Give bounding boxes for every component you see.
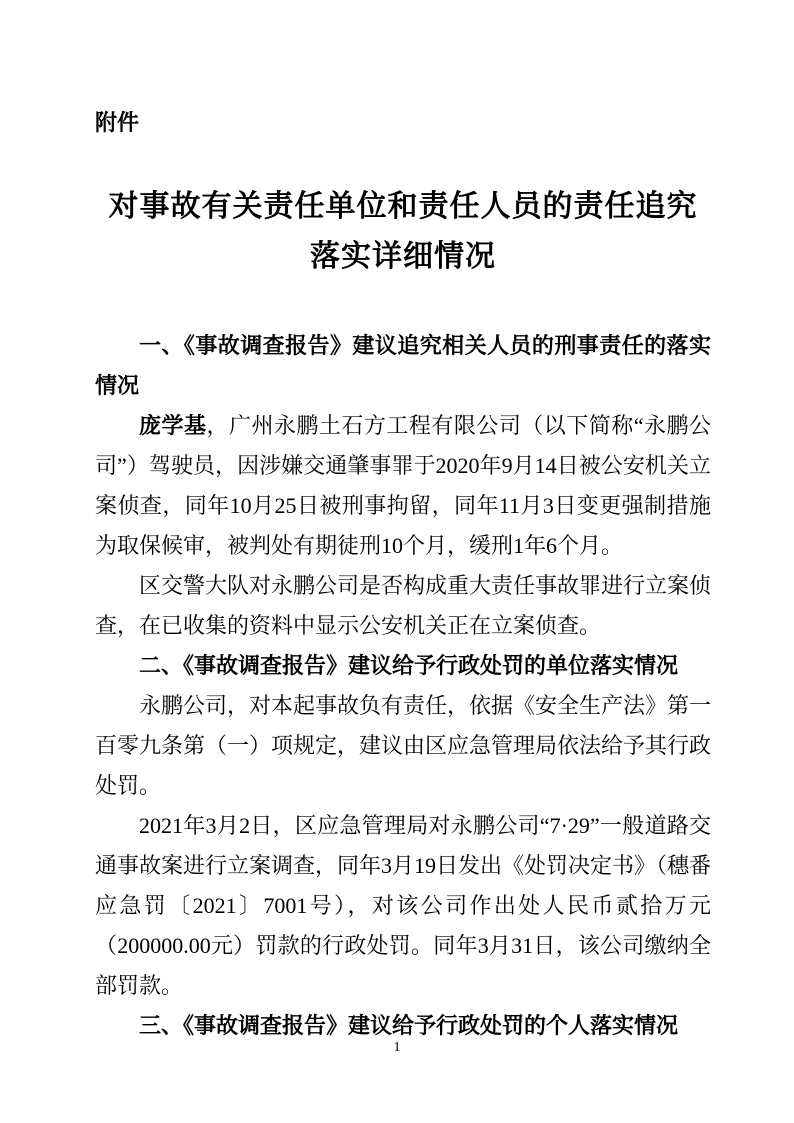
section2-paragraph2: 2021年3月2日，区应急管理局对永鹏公司“7·29”一般道路交通事故案进行立案调查，同年3月19日发出《处罚决定书》（穗番应急罚〔2021〕7001号），对该公司作出处人民币贰拾万元（200000.00元）罚款的行政处罚。同年3月31日，该公司缴纳全部罚款。 [95, 813, 712, 998]
section1-paragraph1-text: ，广州永鹏土石方工程有限公司（以下简称“永鹏公司”）驾驶员，因涉嫌交通肇事罪于2020年9月14日被公安机关立案侦查，同年10月25日被刑事拘留，同年11月3日变更强制措施为取保候审，被判处有期徒刑10个月，缓刑1年6个月。 [95, 413, 711, 558]
section1-paragraph2: 区交警大队对永鹏公司是否构成重大责任事故罪进行立案侦查，在已收集的资料中显示公安机关正在立案侦查。 [95, 573, 712, 638]
section2-heading: 二、《事故调查报告》建议给予行政处罚的单位落实情况 [139, 653, 679, 678]
document-title-line2: 落实详细情况 [310, 240, 496, 273]
person-name: 庞学基 [139, 413, 207, 438]
section1-heading: 一、《事故调查报告》建议追究相关人员的刑事责任的落实情况 [95, 333, 711, 398]
document-title-line1: 对事故有关责任单位和责任人员的责任追究 [108, 190, 698, 223]
section3-heading: 三、《事故调查报告》建议给予行政处罚的个人落实情况 [139, 1013, 679, 1038]
document-body [95, 326, 711, 1046]
page-number: 1 [393, 1040, 401, 1055]
document-content [95, 0, 711, 1046]
document-title [95, 182, 711, 282]
section2-paragraph1: 永鹏公司，对本起事故负有责任，依据《安全生产法》第一百零九条第（一）项规定，建议由区应急管理局依法给予其行政处罚。 [95, 693, 712, 798]
section1-paragraph1 [95, 406, 711, 566]
attachment-label: 附件 [95, 110, 140, 135]
